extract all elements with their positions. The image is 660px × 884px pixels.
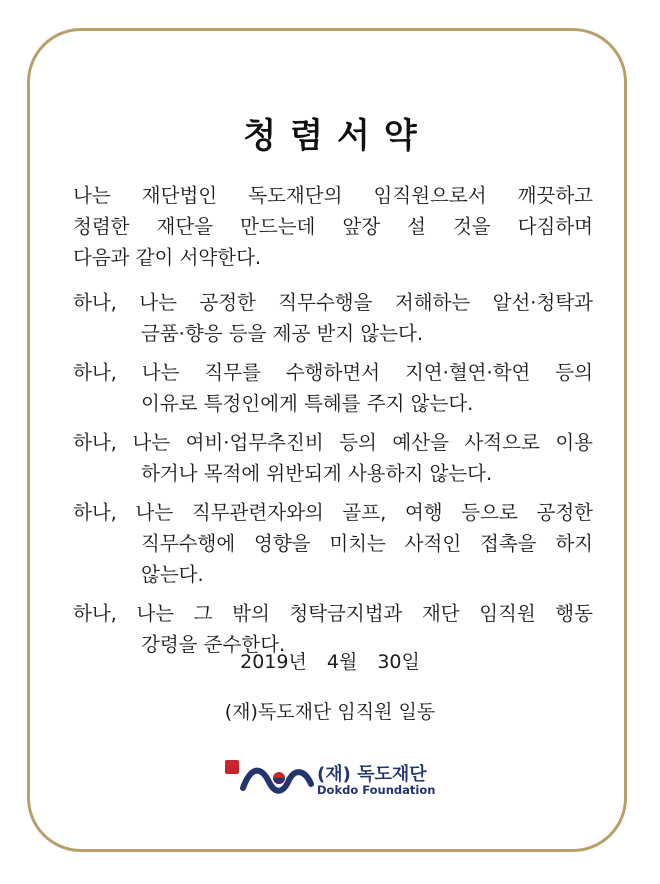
pledge-line: 하나, 나는 그 밖의 청탁금지법과 재단 임직원 행동 (73, 602, 593, 625)
intro-line: 청렴한 재단을 만드는데 앞장 설 것을 다짐하며 (73, 215, 593, 238)
pledge-line: 하거나 목적에 위반되게 사용하지 않는다. (141, 462, 493, 485)
intro-line: 다음과 같이 서약한다. (73, 246, 262, 269)
pledge-line: 하나, 나는 직무관련자와의 골프, 여행 등으로 공정한 (73, 501, 593, 524)
pledge-item (73, 427, 593, 489)
pledge-item (73, 287, 593, 349)
wave-mark-icon (239, 758, 315, 804)
pledge-list (73, 287, 593, 668)
pledge-line: 하나, 나는 공정한 직무수행을 저해하는 알선·청탁과 (73, 291, 593, 314)
pledge-line: 이유로 특정인에게 특혜를 주지 않는다. (141, 392, 474, 415)
pledge-item (73, 497, 593, 590)
logo-name-ko: (재) 독도재단 (317, 764, 427, 785)
red-seal-icon (225, 760, 239, 774)
pledge-date: 2019년 4월 30일 (240, 651, 420, 673)
pledge-line: 강령을 준수한다. (141, 633, 286, 656)
pledge-line: 직무수행에 영향을 미치는 사적인 접촉을 하지 (141, 532, 593, 555)
foundation-logo (225, 758, 445, 804)
intro-paragraph (73, 180, 593, 273)
signer-line: (재)독도재단 임직원 일동 (224, 701, 436, 723)
pledge-line: 금품·향응 등을 제공 받지 않는다. (141, 322, 424, 345)
pledge-line: 않는다. (141, 563, 204, 586)
page-title: 청렴서약 (243, 116, 431, 156)
logo-name-en: Dokdo Foundation (317, 783, 436, 797)
pledge-line: 하나, 나는 여비·업무추진비 등의 예산을 사적으로 이용 (73, 431, 593, 454)
intro-line: 나는 재단법인 독도재단의 임직원으로서 깨끗하고 (73, 184, 593, 207)
pledge-item (73, 357, 593, 419)
pledge-line: 하나, 나는 직무를 수행하면서 지연·혈연·학연 등의 (73, 361, 593, 384)
